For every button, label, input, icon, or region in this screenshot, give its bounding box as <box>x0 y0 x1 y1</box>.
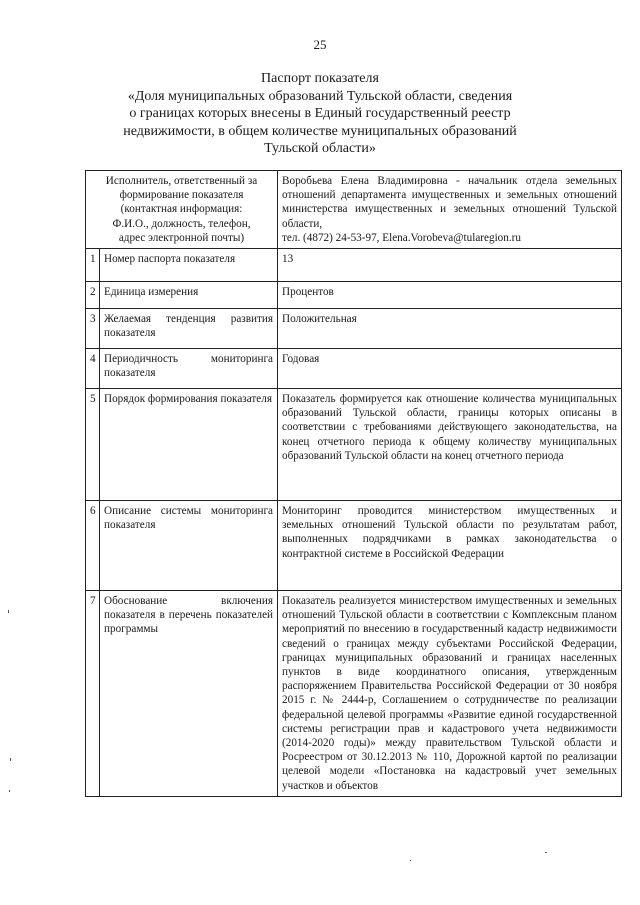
table-row <box>86 349 622 389</box>
row-value: Показатель реализуется министерством имущественных и земельных отношений Тульской области в соответствии с Комплексным планом мероприятий по внесению в государственный кадастр недвижимости сведений о границах между субъектами Российской Федерации, границах муниципальных образований и границах населенных пунктов в виде координатного описания, утвержденным распоряжением Правительства Российской Федерации от 30 ноября 2015 г. № 2444-р, Соглашением о сотрудничестве по реализации федеральной целевой программы «Развитие единой государственной системы регистрации прав и кадастрового учета недвижимости (2014-2020 годы)» между правительством Тульской области и Росреестром от 30.12.2013 № 110, Дорожной картой по реализации целевой модели «Постановка на кадастровый учет земельных участков и объектов <box>278 591 622 797</box>
executor-value: Воробьева Елена Владимировна - начальник отдела земельных отношений департамента имущественных и земельных отношений министерства имущественных и земельных отношений Тульской области, <box>282 175 617 230</box>
scan-speck <box>9 790 10 792</box>
row-name: Обоснование включения показателя в перечень показателей программы <box>100 591 278 797</box>
executor-label-line: Исполнитель, ответственный за <box>105 175 258 187</box>
row-value: 13 <box>278 249 622 282</box>
row-number: 3 <box>86 309 100 349</box>
row-number: 2 <box>86 282 100 309</box>
title-line: Паспорт показателя <box>261 71 379 86</box>
row-number: 5 <box>86 389 100 501</box>
title-line: о границах которых внесены в Единый государственный реестр <box>129 106 511 121</box>
executor-label-line: формирование показателя <box>119 189 244 202</box>
scan-speck <box>8 610 9 613</box>
row-name: Описание системы мониторинга показателя <box>100 501 278 591</box>
executor-value-cell <box>278 171 622 249</box>
row-value: Положительная <box>278 309 622 349</box>
page-number: 25 <box>313 37 327 52</box>
title-line: Тульской области» <box>264 141 376 156</box>
row-name: Порядок формирования показателя <box>100 389 278 501</box>
table-row-executor <box>86 171 622 249</box>
table-row <box>86 282 622 309</box>
executor-label-line: Ф.И.О., должность, телефон, <box>112 217 251 230</box>
table-row <box>86 591 622 797</box>
row-number: 6 <box>86 501 100 591</box>
scan-speck <box>545 852 547 853</box>
table-row <box>86 309 622 349</box>
row-value: Процентов <box>278 282 622 309</box>
row-number: 1 <box>86 249 100 282</box>
executor-label-cell <box>86 171 278 249</box>
title-line: недвижимости, в общем количестве муниципальных образований <box>123 123 517 139</box>
row-number: 7 <box>86 591 100 797</box>
executor-label-line: адрес электронной почты) <box>118 231 245 244</box>
row-name: Желаемая тенденция развития показателя <box>100 309 278 349</box>
row-value: Мониторинг проводится министерством имущественных и земельных отношений Тульской области по результатам работ, выполненных подрядчиками в рамках законодательства о контрактной системе в Российской Федерации <box>278 501 622 591</box>
executor-label-line: (контактная информация: <box>120 203 243 216</box>
row-name: Номер паспорта показателя <box>100 249 278 282</box>
row-value: Показатель формируется как отношение количества муниципальных образований Тульской области, границы которых описаны в соответствии с требованиями действующего законодательства, на конец отчетного периода к общему количеству муниципальных образований Тульской области на конец отчетного периода <box>278 389 622 501</box>
table-row <box>86 501 622 591</box>
table-row <box>86 389 622 501</box>
row-value: Годовая <box>278 349 622 389</box>
executor-contact: тел. (4872) 24-53-97, Elena.Vorobeva@tularegion.ru <box>282 231 521 244</box>
row-name: Единица измерения <box>100 282 278 309</box>
table-row <box>86 249 622 282</box>
row-number: 4 <box>86 349 100 389</box>
scan-speck <box>10 758 11 761</box>
scan-speck <box>410 860 411 861</box>
row-name: Периодичность мониторинга показателя <box>100 349 278 389</box>
passport-table <box>85 170 622 797</box>
document-title <box>100 70 540 158</box>
title-line: «Доля муниципальных образований Тульской области, сведения <box>127 88 513 104</box>
